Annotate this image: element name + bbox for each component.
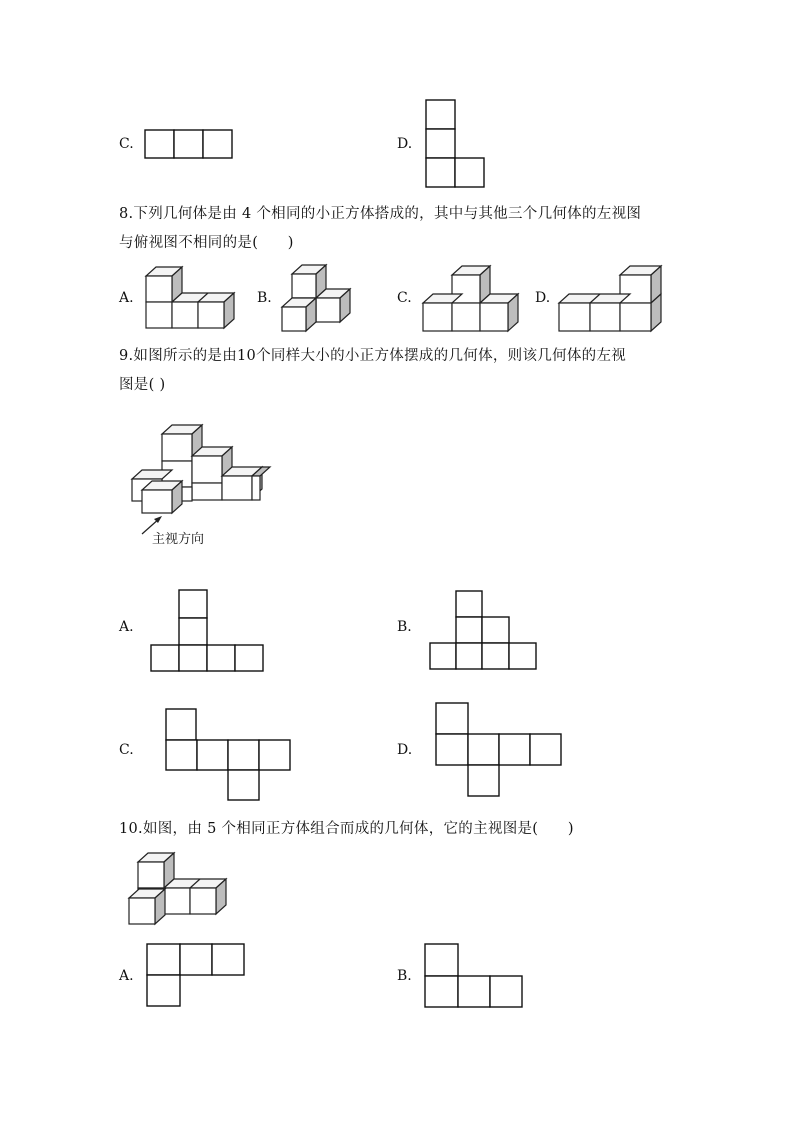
q7-option-c-label: C. xyxy=(119,136,134,152)
q10-option-a-label: A. xyxy=(119,968,134,984)
q9-option-b-figure xyxy=(429,590,541,672)
q9-stem-line1: 9.如图所示的是由10个同样大小的小正方体摆成的几何体，则该几何体的左视 xyxy=(119,348,627,364)
q9-option-d-figure xyxy=(434,701,566,801)
q8-stem-line1: 8.下列几何体是由 4 个相同的小正方体搭成的，其中与其他三个几何体的左视图 xyxy=(119,206,642,222)
q9-option-a-label: A. xyxy=(119,619,134,635)
q7-option-c-figure xyxy=(144,129,234,160)
q9-option-b-label: B. xyxy=(397,619,412,635)
q9-option-d-label: D. xyxy=(397,742,413,758)
q9-solid-figure xyxy=(128,424,278,524)
q8-option-b-label: B. xyxy=(257,290,272,306)
q8-option-b-figure xyxy=(281,264,357,334)
q7-option-d-label: D. xyxy=(397,136,413,152)
q9-view-direction-caption: 主视方向 xyxy=(152,532,205,547)
q9-option-c-figure xyxy=(164,707,294,803)
q8-option-d-label: D. xyxy=(535,290,551,306)
q8-stem-line2: 与俯视图不相同的是( ) xyxy=(119,235,294,251)
q10-option-b-label: B. xyxy=(397,968,412,984)
q10-solid-figure xyxy=(128,852,232,928)
q8-option-a-label: A. xyxy=(119,290,134,306)
q10-stem: 10.如图，由 5 个相同正方体组合而成的几何体，它的主视图是( ) xyxy=(119,821,574,837)
q8-option-a-figure xyxy=(145,266,245,332)
q9-option-a-figure xyxy=(150,589,268,673)
q8-option-d-figure xyxy=(558,265,666,335)
q9-option-c-label: C. xyxy=(119,742,134,758)
q8-option-c-label: C. xyxy=(397,290,412,306)
q10-option-a-figure xyxy=(146,943,248,1011)
q9-stem-line2: 图是( ) xyxy=(119,377,166,393)
q7-option-d-figure xyxy=(425,99,487,191)
q8-option-c-figure xyxy=(422,265,524,335)
q10-option-b-figure xyxy=(424,943,526,1011)
